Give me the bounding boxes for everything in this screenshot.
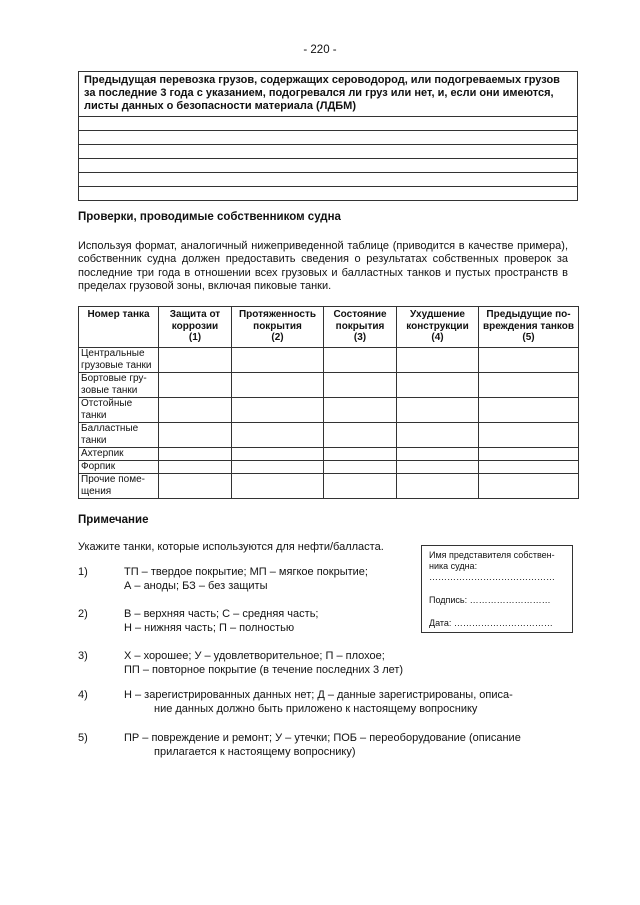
table-row: [79, 373, 579, 398]
header-corrosion-protection: Защита от коррозии (1): [159, 307, 232, 348]
table-cell[interactable]: [479, 474, 579, 499]
table-cell[interactable]: [159, 398, 232, 423]
table-cell[interactable]: [479, 423, 579, 448]
row-label: Прочие поме- щения: [79, 474, 159, 499]
table-cell[interactable]: [324, 461, 397, 474]
table-cell[interactable]: [232, 373, 324, 398]
table-cell[interactable]: [159, 461, 232, 474]
blank-row[interactable]: [79, 145, 578, 159]
cargo-history-table: [78, 71, 578, 201]
table-cell[interactable]: [397, 348, 479, 373]
note-title: Примечание: [78, 514, 149, 526]
table-cell[interactable]: [324, 348, 397, 373]
blank-row[interactable]: [79, 159, 578, 173]
row-label: Центральные грузовые танки: [79, 348, 159, 373]
table-cell[interactable]: [159, 474, 232, 499]
table-row: [79, 461, 579, 474]
table-cell[interactable]: [479, 461, 579, 474]
table-cell[interactable]: [232, 461, 324, 474]
table-cell[interactable]: [397, 423, 479, 448]
table-cell[interactable]: [159, 448, 232, 461]
table-cell[interactable]: [479, 448, 579, 461]
section-title: Проверки, проводимые собственником судна: [78, 211, 341, 223]
row-label: Форпик: [79, 461, 159, 474]
blank-row[interactable]: [79, 187, 578, 201]
inspection-table: [78, 306, 579, 499]
table-cell[interactable]: [479, 398, 579, 423]
representative-name-label: Имя представителя собствен-: [429, 550, 555, 560]
table-cell[interactable]: [159, 348, 232, 373]
table-cell[interactable]: [324, 474, 397, 499]
table-row: [79, 474, 579, 499]
date-field[interactable]: Дата: ……………………………: [429, 618, 553, 628]
blank-row[interactable]: [79, 131, 578, 145]
table-cell[interactable]: [232, 348, 324, 373]
table-cell[interactable]: [159, 423, 232, 448]
row-label: Бортовые гру- зовые танки: [79, 373, 159, 398]
table-row: [79, 398, 579, 423]
table-cell[interactable]: [479, 348, 579, 373]
table-cell[interactable]: [232, 398, 324, 423]
table-cell[interactable]: [232, 474, 324, 499]
signature-field[interactable]: Подпись: ………………………: [429, 595, 551, 605]
table-row: [79, 348, 579, 373]
table-row: [79, 423, 579, 448]
table-cell[interactable]: [324, 398, 397, 423]
table-cell[interactable]: [232, 448, 324, 461]
blank-row[interactable]: [79, 117, 578, 131]
row-label: Отстойные танки: [79, 398, 159, 423]
signature-box: [421, 545, 573, 633]
header-structural-deterioration: Ухудшение конструкции (4): [397, 307, 479, 348]
header-tank-number: Номер танка: [79, 307, 159, 348]
table-row: [79, 448, 579, 461]
table-cell[interactable]: [397, 398, 479, 423]
table-cell[interactable]: [324, 373, 397, 398]
table-cell[interactable]: [479, 373, 579, 398]
table-cell[interactable]: [397, 448, 479, 461]
header-previous-damage: Предыдущие по- вреждения танков (5): [479, 307, 579, 348]
row-label: Ахтерпик: [79, 448, 159, 461]
header-coating-condition: Состояние покрытия (3): [324, 307, 397, 348]
table-cell[interactable]: [397, 474, 479, 499]
table-cell[interactable]: [232, 423, 324, 448]
table-cell[interactable]: [324, 448, 397, 461]
representative-name-field[interactable]: ……………………………………: [429, 572, 555, 582]
table-cell[interactable]: [324, 423, 397, 448]
header-coating-extent: Протяженность покрытия (2): [232, 307, 324, 348]
table-cell[interactable]: [159, 373, 232, 398]
note-intro: Укажите танки, которые используются для нефти/балласта.: [78, 541, 384, 553]
intro-paragraph: Используя формат, аналогичный нижеприведенной таблице (приводится в качестве примера), собственник судна должен предоставить сведения о результатах собственных проверок за последние три года в отношении всех грузовых и балластных танков и пустых пространств в пределах грузовой зоны, включая пиковые танки.: [78, 240, 568, 292]
page-number: - 220 -: [303, 44, 337, 56]
blank-row[interactable]: [79, 173, 578, 187]
representative-name-label-cont: ника судна:: [429, 561, 478, 571]
row-label: Балластные танки: [79, 423, 159, 448]
cargo-history-header: Предыдущая перевозка грузов, содержащих сероводород, или подогреваемых грузов за последние 3 года с указанием, подогревался ли груз или нет, и, если они имеются, листы данных о безопасности материала (ЛДБМ): [79, 72, 578, 117]
table-cell[interactable]: [397, 373, 479, 398]
table-cell[interactable]: [397, 461, 479, 474]
